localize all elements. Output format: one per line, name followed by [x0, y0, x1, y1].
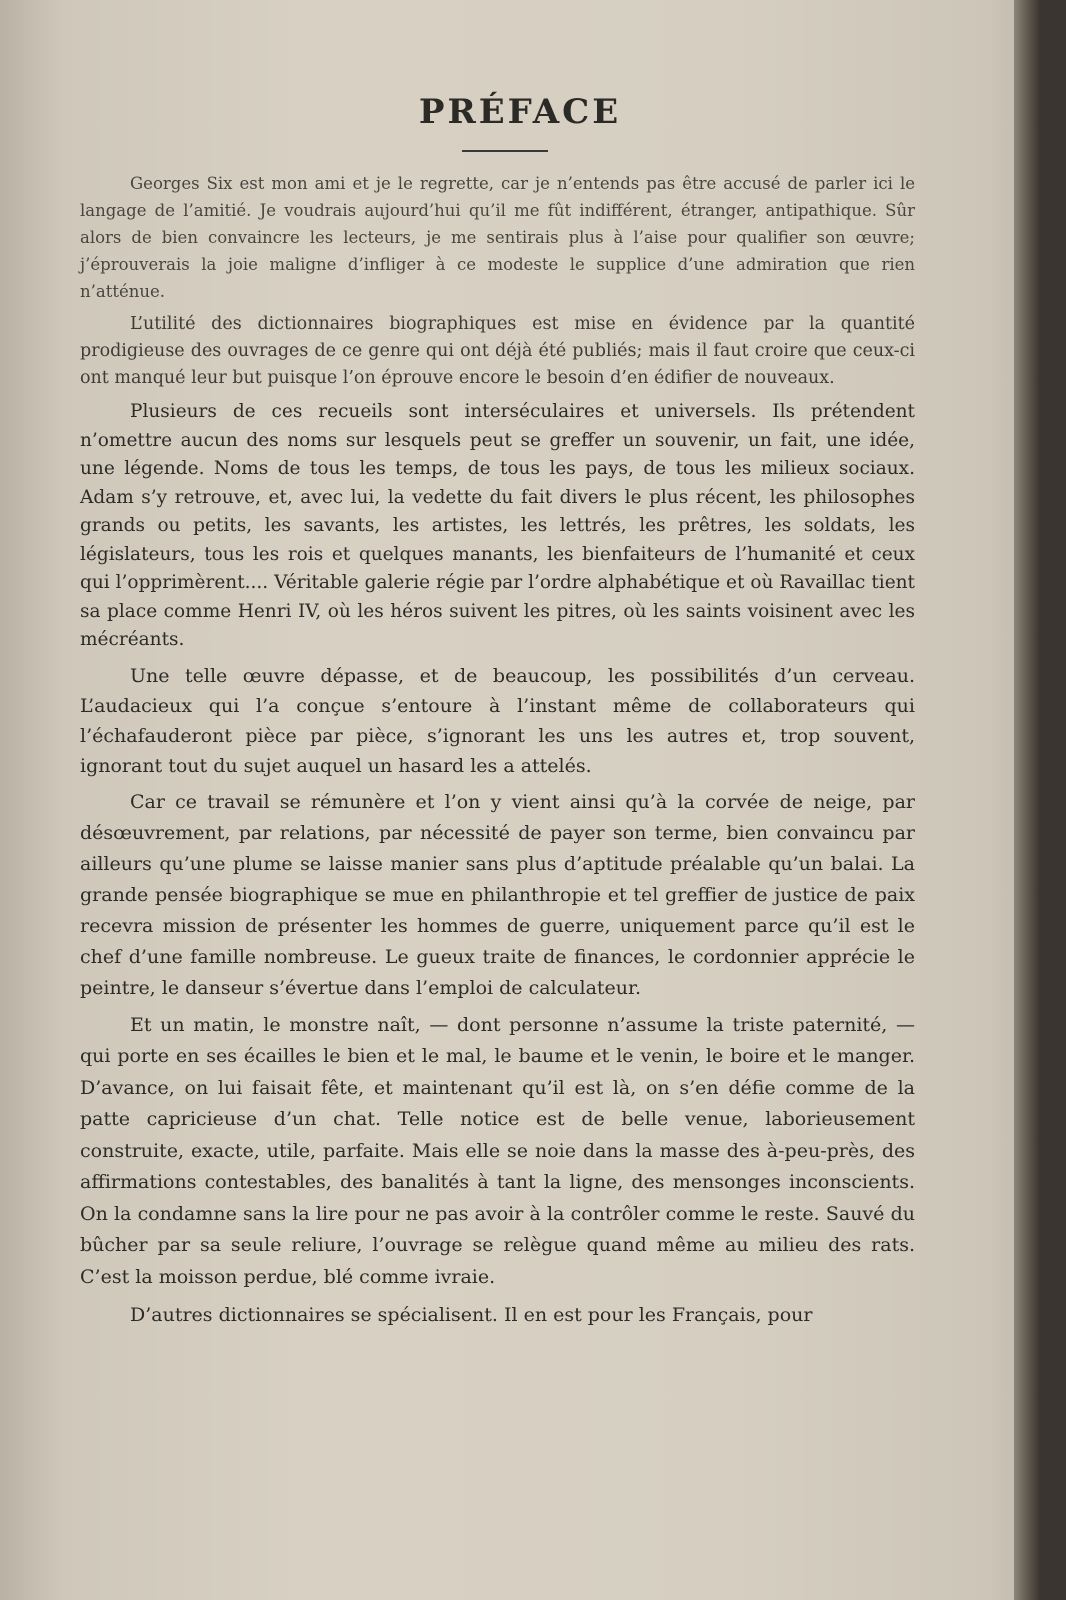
page-edge-shadow [1014, 0, 1040, 1600]
paragraph: Georges Six est mon ami et je le regrette, car je n’entends pas être accusé de parler ici le langage de l’amitié. Je voudrais aujourd’hui qu’il me fût indifférent, étranger, antipathique. Sûr alors de bien convaincre les lecteurs, je me sentirais plus à l’aise pour qualifier son œuvre; j’éprouverais la joie maligne d’infliger à ce modeste le supplice d’une admiration que rien n’atténue. [80, 174, 915, 301]
paragraph: D’autres dictionnaires se spécialisent. Il en est pour les Français, pour [130, 1304, 813, 1326]
page-title: PRÉFACE [418, 92, 622, 132]
paragraph: L’utilité des dictionnaires biographiques est mise en évidence par la quantité prodigieuse des ouvrages de ce genre qui ont déjà été publiés; mais il faut croire que ceux-ci ont manqué leur but puisque l’on éprouve encore le besoin d’en édifier de nouveaux. [80, 314, 915, 388]
preface-text [80, 170, 915, 1337]
title-divider [462, 150, 548, 152]
paragraph: Car ce travail se rémunère et l’on y vient ainsi qu’à la corvée de neige, par désœuvrement, par relations, par nécessité de payer son terme, bien convaincu par ailleurs qu’une plume se laisse manier sans plus d’aptitude préalable qu’un balai. La grande pensée biographique se mue en philanthropie et tel greffier de justice de paix recevra mission de présenter les hommes de guerre, uniquement parce qu’il est le chef d’une famille nombreuse. Le gueux traite de finances, le cordonnier apprécie le peintre, le danseur s’évertue dans l’emploi de calculateur. [80, 790, 915, 999]
paragraph: Une telle œuvre dépasse, et de beaucoup, les possibilités d’un cerveau. L’audacieux qui l’a conçue s’entoure à l’instant même de collaborateurs qui l’échafauderont pièce par pièce, s’ignorant les uns les autres et, trop souvent, ignorant tout du sujet auquel un hasard les a attelés. [80, 664, 915, 777]
paragraph: Plusieurs de ces recueils sont interséculaires et universels. Ils prétendent n’omettre aucun des noms sur lesquels peut se greffer un souvenir, un fait, une idée, une légende. Noms de tous les temps, de tous les pays, de tous les milieux sociaux. Adam s’y retrouve, et, avec lui, la vedette du fait divers le plus récent, les philosophes grands ou petits, les savants, les artistes, les lettrés, les prêtres, les soldats, les législateurs, tous les rois et quelques manants, les bienfaiteurs de l’humanité et ceux qui l’opprimèrent.... Véritable galerie régie par l’ordre alphabétique et où Ravaillac tient sa place comme Henri IV, où les héros suivent les pitres, où les saints voisinent avec les mécréants. [80, 401, 915, 650]
paragraph: Et un matin, le monstre naît, — dont personne n’assume la triste paternité, — qui porte en ses écailles le bien et le mal, le baume et le venin, le boire et le manger. D’avance, on lui faisait fête, et maintenant qu’il est là, on s’en défie comme de la patte capricieuse d’un chat. Telle notice est de belle venue, laborieusement construite, exacte, utile, parfaite. Mais elle se noie dans la masse des à-peu-près, des affirmations contestables, des banalités à tant la ligne, des mensonges inconscients. On la condamne sans la lire pour ne pas avoir à la contrôler comme le reste. Sauvé du bûcher par sa seule reliure, l’ouvrage se relègue quand même au milieu des rats. C’est la moisson perdue, blé comme ivraie. [80, 1013, 915, 1288]
